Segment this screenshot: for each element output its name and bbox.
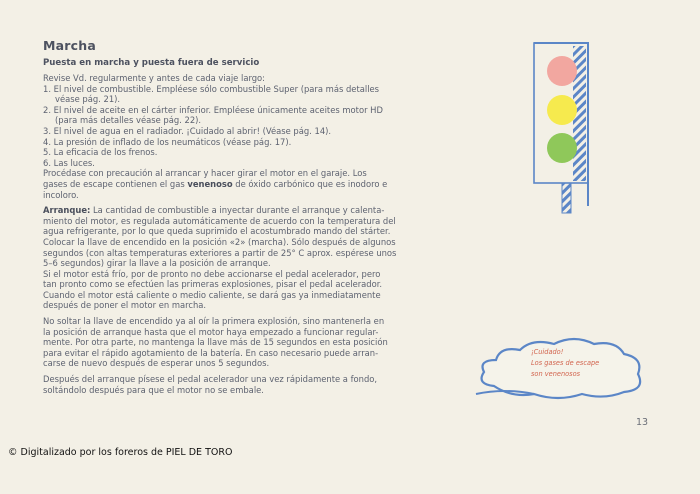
arranque-line: después de poner el motor en marcha.: [43, 300, 207, 311]
arranque-line: Colocar la llave de encendido en la posición «2» (marcha). Sólo después de algunos: [43, 236, 396, 247]
cloud-warning-text: [531, 347, 631, 379]
cloud-line: Los gases de escape: [531, 358, 600, 367]
checklist-line: 5. La eficacia de los frenos.: [43, 147, 158, 158]
checklist-line: 1. El nivel de combustible. Empléese sólo combustible Super (para más detalles: [43, 83, 380, 94]
garage-text: gases de escape contienen el gas: [43, 178, 188, 189]
despues-line: Después del arranque písese el pedal acelerador una vez rápidamente a fondo,: [43, 374, 378, 385]
arranque-lead: Arranque:: [43, 205, 91, 216]
section-subtitle: Puesta en marcha y puesta fuera de servicio: [43, 58, 260, 68]
soltar-line: mente. Por otra parte, no mantenga la llave más de 15 segundos en esta posición: [43, 337, 388, 348]
soltar-line: para evitar el rápido agotamiento de la batería. En caso necesario puede arran-: [43, 347, 379, 358]
checklist-line: 4. La presión de inflado de los neumáticos (véase pág. 17).: [43, 136, 292, 147]
arranque-text: La cantidad de combustible a inyectar durante el arranque y calenta-: [90, 205, 385, 216]
arranque-line: 5–6 segundos) girar la llave a la posición de arranque.: [43, 258, 271, 269]
soltar-line: carse de nuevo después de esperar unos 5 segundos.: [43, 358, 270, 369]
checklist-line: véase pág. 21).: [55, 94, 121, 105]
body-text: [43, 73, 448, 395]
checklist-line: 3. El nivel de agua en el radiador. ¡Cuidado al abrir! (Véase pág. 14).: [43, 125, 332, 136]
traffic-light-illustration: [520, 38, 600, 227]
section-title: Marcha: [43, 38, 96, 53]
green-light-icon: [547, 133, 577, 163]
checklist-line: (para más detalles véase pág. 22).: [55, 115, 202, 126]
arranque-line: miento del motor, es regulada automáticamente de acuerdo con la temperatura del: [43, 215, 396, 226]
despues-line: soltándolo después para que el motor no se embale.: [43, 384, 264, 395]
page-number: 13: [636, 417, 649, 428]
soltar-line: la posición de arranque hasta que el motor haya empezado a funcionar regular-: [43, 326, 379, 337]
cloud-line: ¡Cuidado!: [531, 348, 564, 356]
yellow-light-icon: [547, 95, 577, 125]
arranque-line: tan pronto como se efectúen las primeras explosiones, pisar el pedal acelerador.: [43, 279, 383, 290]
red-light-icon: [547, 56, 577, 86]
soltar-line: No soltar la llave de encendido ya al oír la primera explosión, sino mantenerla en: [43, 316, 385, 327]
cloud-line: son venenosos: [531, 369, 581, 378]
intro-line: Revise Vd. regularmente y antes de cada viaje largo:: [43, 73, 266, 83]
garage-text: de óxido carbónico que es inodoro e: [232, 178, 388, 189]
garage-warning-line: [43, 179, 448, 190]
checklist-line: 2. El nivel de aceite en el cárter inferior. Empléese únicamente aceites motor HD: [43, 104, 383, 115]
arranque-line: Cuando el motor está caliente o medio caliente, se dará gas ya inmediatamente: [43, 289, 381, 300]
garage-warning-line: Procédase con precaución al arrancar y hacer girar el motor en el garaje. Los: [43, 168, 367, 179]
arranque-line: segundos (con altas temperaturas exteriores a partir de 25° C aprox. espérese unos: [43, 247, 397, 258]
checklist-line: 6. Las luces.: [43, 157, 95, 168]
arranque-line: Si el motor está frío, por de pronto no debe accionarse el pedal acelerador, pero: [43, 268, 381, 279]
arranque-line: [43, 205, 448, 216]
garage-warning-line: incoloro.: [43, 189, 79, 200]
venenoso-emphasis: venenoso: [187, 178, 233, 189]
arranque-line: agua refrigerante, por lo que queda suprimido el acostumbrado mando del stárter.: [43, 226, 391, 237]
copyright-credit: © Digitalizado por los foreros de PIEL DE TORO: [8, 447, 233, 458]
